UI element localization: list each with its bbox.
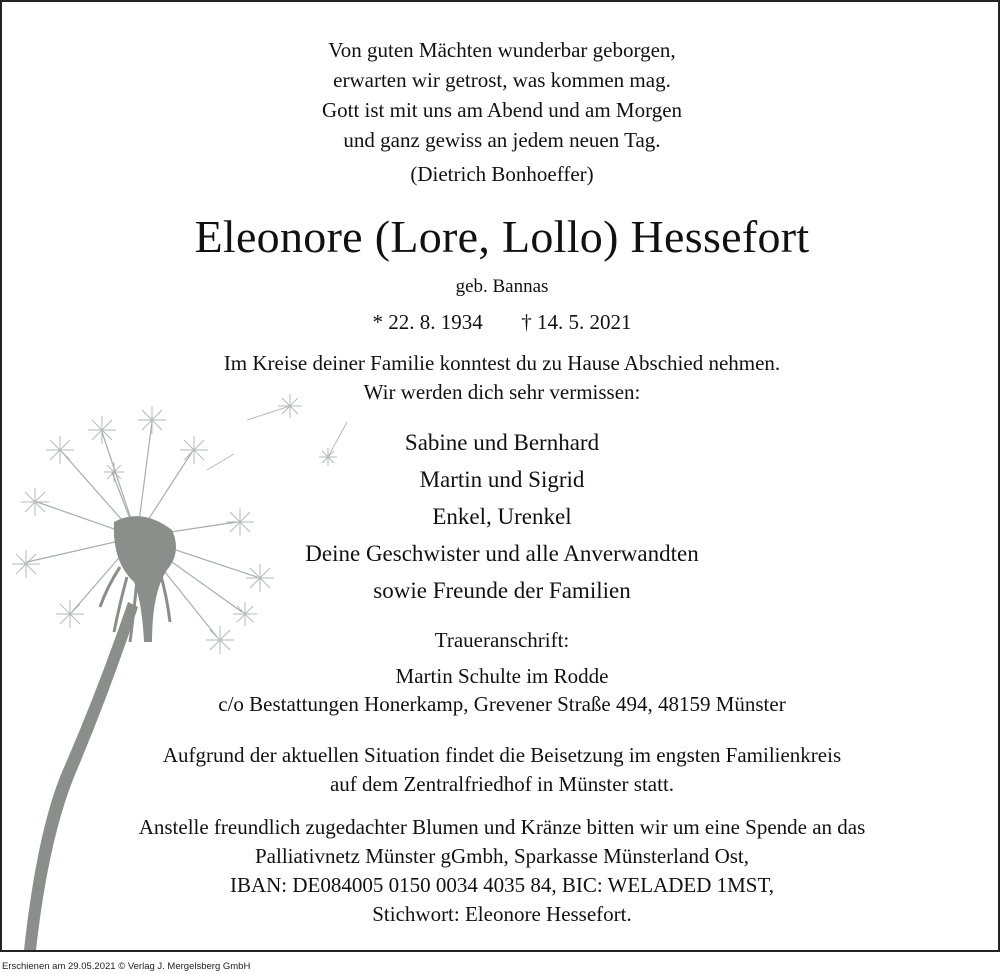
- donation-line: Palliativnetz Münster gGmbh, Sparkasse Münsterland Ost,: [254, 844, 749, 868]
- burial-line: Aufgrund der aktuellen Situation findet die Beisetzung im engsten Familienkreis: [162, 743, 842, 767]
- birth-name: geb. Bannas: [455, 276, 549, 297]
- poem-author: (Dietrich Bonhoeffer): [410, 162, 594, 186]
- mourner-line: Deine Geschwister und alle Anverwandten: [305, 541, 699, 566]
- address-line: c/o Bestattungen Honerkamp, Grevener Straße 494, 48159 Münster: [218, 692, 786, 716]
- publication-footer: Erschienen am 29.05.2021 © Verlag J. Mergelsberg GmbH: [2, 961, 251, 972]
- life-dates: [2, 310, 1000, 335]
- mourner-line: Sabine und Bernhard: [404, 430, 600, 455]
- farewell-line: Im Kreise deiner Familie konntest du zu Hause Abschied nehmen.: [223, 351, 781, 375]
- donation-line: Anstelle freundlich zugedachter Blumen und Kränze bitten wir um eine Spende an das: [138, 815, 866, 839]
- poem-line: erwarten wir getrost, was kommen mag.: [333, 68, 671, 92]
- mourner-line: Martin und Sigrid: [419, 467, 585, 492]
- poem-line: und ganz gewiss an jedem neuen Tag.: [343, 128, 661, 152]
- death-date: † 14. 5. 2021: [521, 310, 632, 334]
- deceased-name: Eleonore (Lore, Lollo) Hessefort: [194, 211, 810, 262]
- poem-line: Gott ist mit uns am Abend und am Morgen: [321, 98, 683, 122]
- mourner-line: Enkel, Urenkel: [432, 504, 572, 529]
- poem-line: Von guten Mächten wunderbar geborgen,: [328, 38, 676, 62]
- farewell-line: Wir werden dich sehr vermissen:: [363, 380, 641, 404]
- address-line: Martin Schulte im Rodde: [395, 664, 609, 688]
- donation-line: IBAN: DE084005 0150 0034 4035 84, BIC: WELADED 1MST,: [229, 873, 775, 897]
- burial-line: auf dem Zentralfriedhof in Münster statt.: [329, 772, 675, 796]
- donation-line: Stichwort: Eleonore Hessefort.: [372, 902, 632, 926]
- mourner-line: sowie Freunde der Familien: [373, 578, 631, 603]
- address-label: Traueranschrift:: [434, 628, 570, 652]
- birth-date: * 22. 8. 1934: [372, 310, 483, 334]
